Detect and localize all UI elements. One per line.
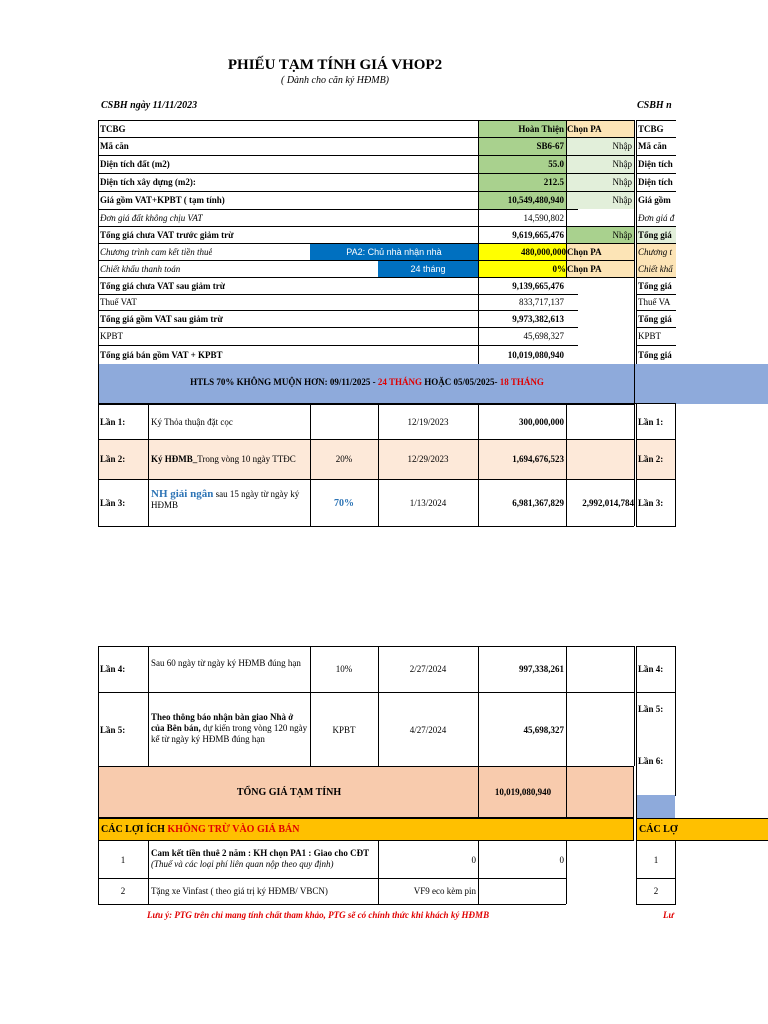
label-chuong-trinh: Chương trình cam kết tiền thuê [100,247,213,257]
footnote: Lưu ý: PTG trên chỉ mang tính chất tham khảo, PTG sẽ có chính thức khi khách ký HĐMB [147,910,490,920]
lan3-desc-rest: sau 15 ngày từ ngày ký HĐMB [151,489,300,510]
value-tong-gom-vat-sau: 9,973,382,613 [512,314,564,324]
lan1-desc: Ký Thỏa thuận đặt cọc [151,417,233,427]
lan3-extra: 2,992,014,784 [582,498,634,508]
csbh-date-left: CSBH ngày 11/11/2023 [101,100,198,111]
lan4-date: 2/27/2024 [409,664,447,674]
benefit2-v1: VF9 eco kèm pin [413,886,476,896]
label-tcbg: TCBG [100,124,126,134]
value-tcbg[interactable]: Hoàn Thiện [518,124,564,134]
value-tong-chua-vat-truoc: 9,619,665,476 [512,230,564,240]
label-tong-ban: Tổng giá bán gồm VAT + KPBT [100,350,223,360]
htls-band [98,364,676,404]
page-title: PHIẾU TẠM TÍNH GIÁ VHOP2 [227,57,443,73]
label-ma-can: Mã căn [100,141,129,151]
benefits-title [101,824,299,835]
input-dien-tich-dat[interactable]: Nhập [612,159,632,169]
lan4-amount: 997,338,261 [519,664,564,674]
lan2-amount: 1,694,676,523 [512,454,564,464]
lan5-label: Lần 5: [100,725,126,735]
total-label: TỔNG GIÁ TẠM TÍNH [236,787,342,798]
right-label-3: Diện tích [638,177,673,187]
lan2-label: Lần 2: [100,454,126,464]
value-don-gia-dat: 14,590,802 [523,213,564,223]
right-lan-4: Lần 4: [638,664,664,674]
label-tong-chua-vat-sau: Tổng giá chưa VAT sau giảm trừ [100,281,226,291]
value-kpbt: 45,698,327 [523,331,564,341]
label-chiet-khau: Chiết khấu thanh toán [100,264,181,274]
lan5-desc-bold: Theo thông báo nhận bàn giao Nhà ở của Bên bán, [151,712,294,733]
lan2-desc-rest: Trong vòng 10 ngày TTĐC [197,454,296,464]
right-lan-3: Lần 3: [638,498,664,508]
right-lan-2: Lần 2: [638,454,664,464]
total-row [98,766,634,818]
input-gia-gom-vat[interactable]: Nhập [612,195,632,205]
label-tong-chua-vat-truoc: Tổng giá chưa VAT trước giảm trừ [100,230,234,240]
benefits-title-b: KHÔNG TRỪ VÀO GIÁ BÁN [167,824,300,835]
right-benefit-1: 1 [653,855,659,865]
right-label-7: Chương t [638,247,672,257]
benefit1-text-italic: (Thuế và các loại phí liên quan nộp theo quy định) [151,859,334,869]
benefits-header [98,818,634,841]
benefit2-text: Tặng xe Vinfast ( theo giá trị ký HĐMB/ VBCN) [151,886,328,896]
right-benefit-2: 2 [653,886,659,896]
lan3-label: Lần 3: [100,498,126,508]
lan3-amount: 6,981,367,829 [512,498,564,508]
right-label-0: TCBG [638,124,664,134]
benefit1-no: 1 [120,855,126,865]
lan3-pct: 70% [334,498,354,509]
lan3-desc-bold: NH giải ngân [151,489,214,500]
lan4-desc: Sau 60 ngày từ ngày ký HĐMB đúng hạn [151,658,301,668]
right-label-4: Giá gồm [638,195,671,205]
value-chuong-trinh: 480,000,000 [521,247,566,257]
label-thue-vat: Thuế VAT [100,297,137,307]
lan2-date: 12/29/2023 [407,454,449,464]
label-don-gia-dat: Đơn giá đất không chịu VAT [100,213,203,223]
value-tong-chua-vat-sau: 9,139,665,476 [512,281,564,291]
label-kpbt: KPBT [100,331,124,341]
value-gia-gom-vat[interactable]: 10,549,480,940 [507,195,564,205]
right-label-6: Tổng giá [638,230,672,240]
value-tong-ban: 10,019,080,940 [507,350,564,360]
lan4-label: Lần 4: [100,664,126,674]
select-chuong-trinh[interactable]: PA2: Chủ nhà nhận nhà [346,247,442,257]
right-label-12: KPBT [638,331,662,341]
right-label-1: Mã căn [638,141,667,151]
lan5-pct: KPBT [332,725,356,735]
value-ma-can[interactable]: SB6-67 [536,141,564,151]
lan3-desc [151,489,307,511]
label-gia-gom-vat: Giá gồm VAT+KPBT ( tạm tính) [100,195,225,205]
input-ma-can[interactable]: Nhập [612,141,632,151]
lan5-date: 4/27/2024 [409,725,447,735]
right-label-5: Đơn giá đ [638,213,675,223]
select-chiet-khau[interactable]: 24 tháng [410,264,446,274]
lan2-desc-bold: Ký HĐMB_ [151,454,198,464]
label-dien-tich-dat: Diện tích đất (m2) [100,159,170,169]
right-lan-5: Lần 5: [638,704,664,714]
footnote-right: Lư [663,910,674,920]
lan1-date: 12/19/2023 [407,417,449,427]
htls-text [99,377,635,387]
benefit2-no: 2 [120,886,126,896]
right-label-13: Tổng giá [638,350,672,360]
csbh-date-right: CSBH n [637,100,672,111]
htls-text-d: 18 THÁNG [499,377,544,387]
lan1-label: Lần 1: [100,417,126,427]
right-lan-1: Lần 1: [638,417,664,427]
lan3-date: 1/13/2024 [409,498,447,508]
lan5-amount: 45,698,327 [523,725,564,735]
right-label-11: Tổng giá [638,314,672,324]
input-dien-tich-xd[interactable]: Nhập [612,177,632,187]
choose-tcbg[interactable]: Chọn PA [567,124,602,134]
lan2-pct: 20% [335,454,353,464]
right-lan-6: Lần 6: [638,756,664,766]
benefit1-text-bold: Cam kết tiền thuê 2 năm : KH chọn PA1 : Giao cho CĐT [151,848,370,858]
label-dien-tich-xd: Diện tích xây dựng (m2): [100,177,196,187]
right-label-9: Tổng giá [638,281,672,291]
lan1-amount: 300,000,000 [519,417,564,427]
page-subtitle: ( Dành cho căn ký HĐMB) [280,75,390,86]
choose-chiet-khau[interactable]: Chọn PA [567,264,602,274]
right-label-8: Chiết khấ [638,264,673,274]
lan2-desc [151,454,310,465]
htls-text-b: 24 THÁNG [377,377,422,387]
right-label-2: Diện tích [638,159,673,169]
htls-band-right [676,364,768,404]
htls-text-c: HOẶC 05/05/2025- [422,377,500,387]
lan4-pct: 10% [335,664,353,674]
right-label-10: Thuế VA [638,297,671,307]
benefits-title-right: CÁC LỢ [639,824,678,835]
value-thue-vat: 833,717,137 [519,297,564,307]
value-dien-tich-xd[interactable]: 212.5 [543,177,564,187]
benefit1-v2: 0 [559,855,564,865]
label-tong-gom-vat-sau: Tổng giá gồm VAT sau giảm trừ [100,314,223,324]
value-chiet-khau: 0% [552,264,566,274]
benefits-title-a: CÁC LỢI ÍCH [101,824,168,835]
benefit1-text [151,848,376,870]
benefits-header-right [636,818,768,841]
input-tong-chua-vat-truoc[interactable]: Nhập [612,230,632,240]
right-blue-cell [637,795,675,820]
benefit1-v1: 0 [471,855,476,865]
total-value: 10,019,080,940 [494,787,552,797]
htls-text-a: HTLS 70% KHÔNG MUỘN HƠN: 09/11/2025 - [190,377,378,387]
value-dien-tich-dat[interactable]: 55.0 [548,159,564,169]
lan5-desc-rest: dự kiến trong vòng 120 ngày kể từ ngày ký HĐMB đúng hạn [151,723,308,744]
lan5-desc [151,712,309,745]
choose-chuong-trinh[interactable]: Chọn PA [567,247,602,257]
